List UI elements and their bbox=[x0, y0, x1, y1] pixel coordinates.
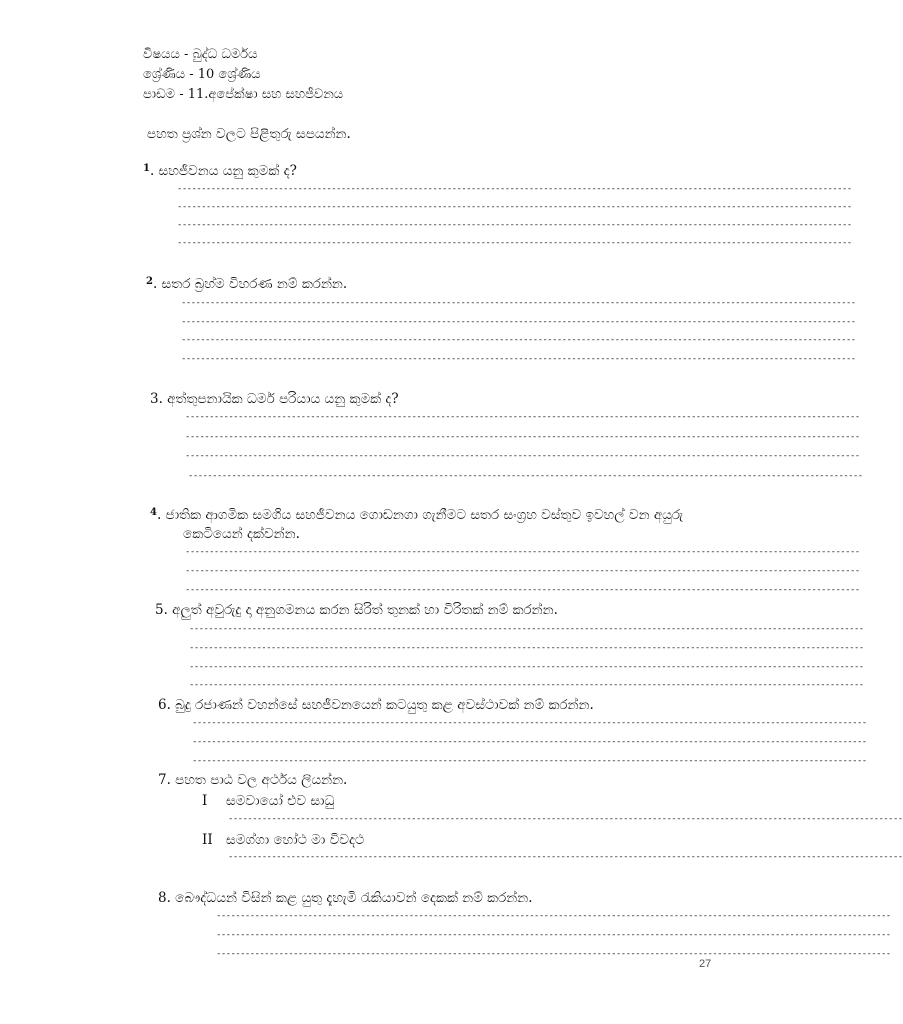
answer-line[interactable]: -------------------------------------------------------------------------------------------------------------------------------------------- bbox=[189, 680, 864, 690]
answer-line[interactable]: -------------------------------------------------------------------------------------------------------------------------------------------- bbox=[228, 852, 903, 862]
answer-line[interactable]: -------------------------------------------------------------------------------------------------------------------------------------------- bbox=[177, 220, 852, 230]
question-4-continued: කෙටියෙන් දක්වන්න. bbox=[183, 526, 300, 542]
question-text: . සහජීවනය යනු කුමක් ද? bbox=[149, 163, 297, 179]
question-number: 1 bbox=[143, 163, 150, 174]
answer-line[interactable]: -------------------------------------------------------------------------------------------------------------------------------------------- bbox=[192, 756, 867, 766]
page-number: 27 bbox=[699, 958, 712, 970]
question-4 bbox=[150, 507, 683, 523]
answer-line[interactable]: -------------------------------------------------------------------------------------------------------------------------------------------- bbox=[181, 354, 856, 364]
question-6: 6. බුදු රජාණන් වහන්සේ සහජීවනයෙන් කටයුතු කළ අවස්ථාවක් නම් කරන්න. bbox=[158, 697, 594, 713]
answer-line[interactable]: -------------------------------------------------------------------------------------------------------------------------------------------- bbox=[192, 718, 867, 728]
answer-line[interactable]: -------------------------------------------------------------------------------------------------------------------------------------------- bbox=[181, 317, 856, 327]
sub-item-text: සමවායෝ එව සාධු bbox=[226, 793, 335, 809]
answer-line[interactable]: -------------------------------------------------------------------------------------------------------------------------------------------- bbox=[185, 547, 860, 557]
answer-line[interactable]: -------------------------------------------------------------------------------------------------------------------------------------------- bbox=[228, 814, 903, 824]
question-5: 5. අලුත් අවුරුදු දා අනුගමනය කරන සිරිත් තුනක් හා විරිතක් නම් කරන්න. bbox=[155, 602, 558, 618]
answer-line[interactable]: -------------------------------------------------------------------------------------------------------------------------------------------- bbox=[189, 643, 864, 653]
question-7: 7. පහත පාඨ වල අර්ථය ලියන්න. bbox=[158, 772, 348, 788]
answer-line[interactable]: -------------------------------------------------------------------------------------------------------------------------------------------- bbox=[192, 737, 867, 747]
answer-line[interactable]: -------------------------------------------------------------------------------------------------------------------------------------------- bbox=[189, 662, 864, 672]
answer-line[interactable]: -------------------------------------------------------------------------------------------------------------------------------------------- bbox=[185, 451, 860, 461]
answer-line[interactable]: -------------------------------------------------------------------------------------------------------------------------------------------- bbox=[185, 585, 860, 595]
question-number: 2 bbox=[146, 276, 153, 287]
answer-line[interactable]: -------------------------------------------------------------------------------------------------------------------------------------------- bbox=[216, 949, 891, 959]
subject-line: විෂයය - බුද්ධ ධර්මය bbox=[143, 47, 258, 62]
lesson-line: පාඩම - 11.අපේක්ෂා සහ සහජීවනය bbox=[143, 87, 344, 102]
answer-line[interactable]: -------------------------------------------------------------------------------------------------------------------------------------------- bbox=[181, 298, 856, 308]
answer-line[interactable]: -------------------------------------------------------------------------------------------------------------------------------------------- bbox=[185, 432, 860, 442]
answer-line[interactable]: -------------------------------------------------------------------------------------------------------------------------------------------- bbox=[216, 911, 891, 921]
answer-line[interactable]: -------------------------------------------------------------------------------------------------------------------------------------------- bbox=[185, 566, 860, 576]
question-2 bbox=[146, 276, 347, 292]
question-text: . ජාතික ආගමික සමගිය සහජීවනය ගොඩනගා ගැනීමට සතර සංග්‍රහ වස්තුව ඉවහල් වන අයුරු bbox=[156, 507, 684, 523]
answer-line[interactable]: -------------------------------------------------------------------------------------------------------------------------------------------- bbox=[216, 930, 891, 940]
answer-line[interactable]: -------------------------------------------------------------------------------------------------------------------------------------------- bbox=[185, 412, 860, 422]
instruction: පහත ප්‍රශ්න වලට පිළිතුරු සපයන්න. bbox=[147, 126, 351, 142]
grade-line: ශ්‍රේණිය - 10 ශ්‍රේණිය bbox=[143, 67, 261, 82]
sub-item-text: සමග්ගා හෝථ මා විවදථ bbox=[226, 832, 365, 848]
question-number: 4 bbox=[150, 507, 157, 518]
question-text: . සතර බ්‍රහ්ම විහරණ නම් කරන්න. bbox=[152, 276, 348, 292]
question-8: 8. බෞද්ධයන් විසින් කළ යුතු දැහැමි රැකියාවන් දෙකක් නම් කරන්න. bbox=[158, 890, 533, 906]
answer-line[interactable]: -------------------------------------------------------------------------------------------------------------------------------------------- bbox=[177, 184, 852, 194]
question-1 bbox=[143, 163, 297, 179]
answer-line[interactable]: -------------------------------------------------------------------------------------------------------------------------------------------- bbox=[177, 202, 852, 212]
answer-line[interactable]: -------------------------------------------------------------------------------------------------------------------------------------------- bbox=[188, 471, 863, 481]
question-3: 3. අත්තුපනායික ධර්ම පරියාය යනු කුමක් ද? bbox=[150, 391, 399, 407]
sub-item-roman: II bbox=[202, 832, 213, 848]
answer-line[interactable]: -------------------------------------------------------------------------------------------------------------------------------------------- bbox=[177, 238, 852, 248]
answer-line[interactable]: -------------------------------------------------------------------------------------------------------------------------------------------- bbox=[189, 624, 864, 634]
sub-item-roman: I bbox=[202, 793, 208, 809]
answer-line[interactable]: -------------------------------------------------------------------------------------------------------------------------------------------- bbox=[181, 335, 856, 345]
